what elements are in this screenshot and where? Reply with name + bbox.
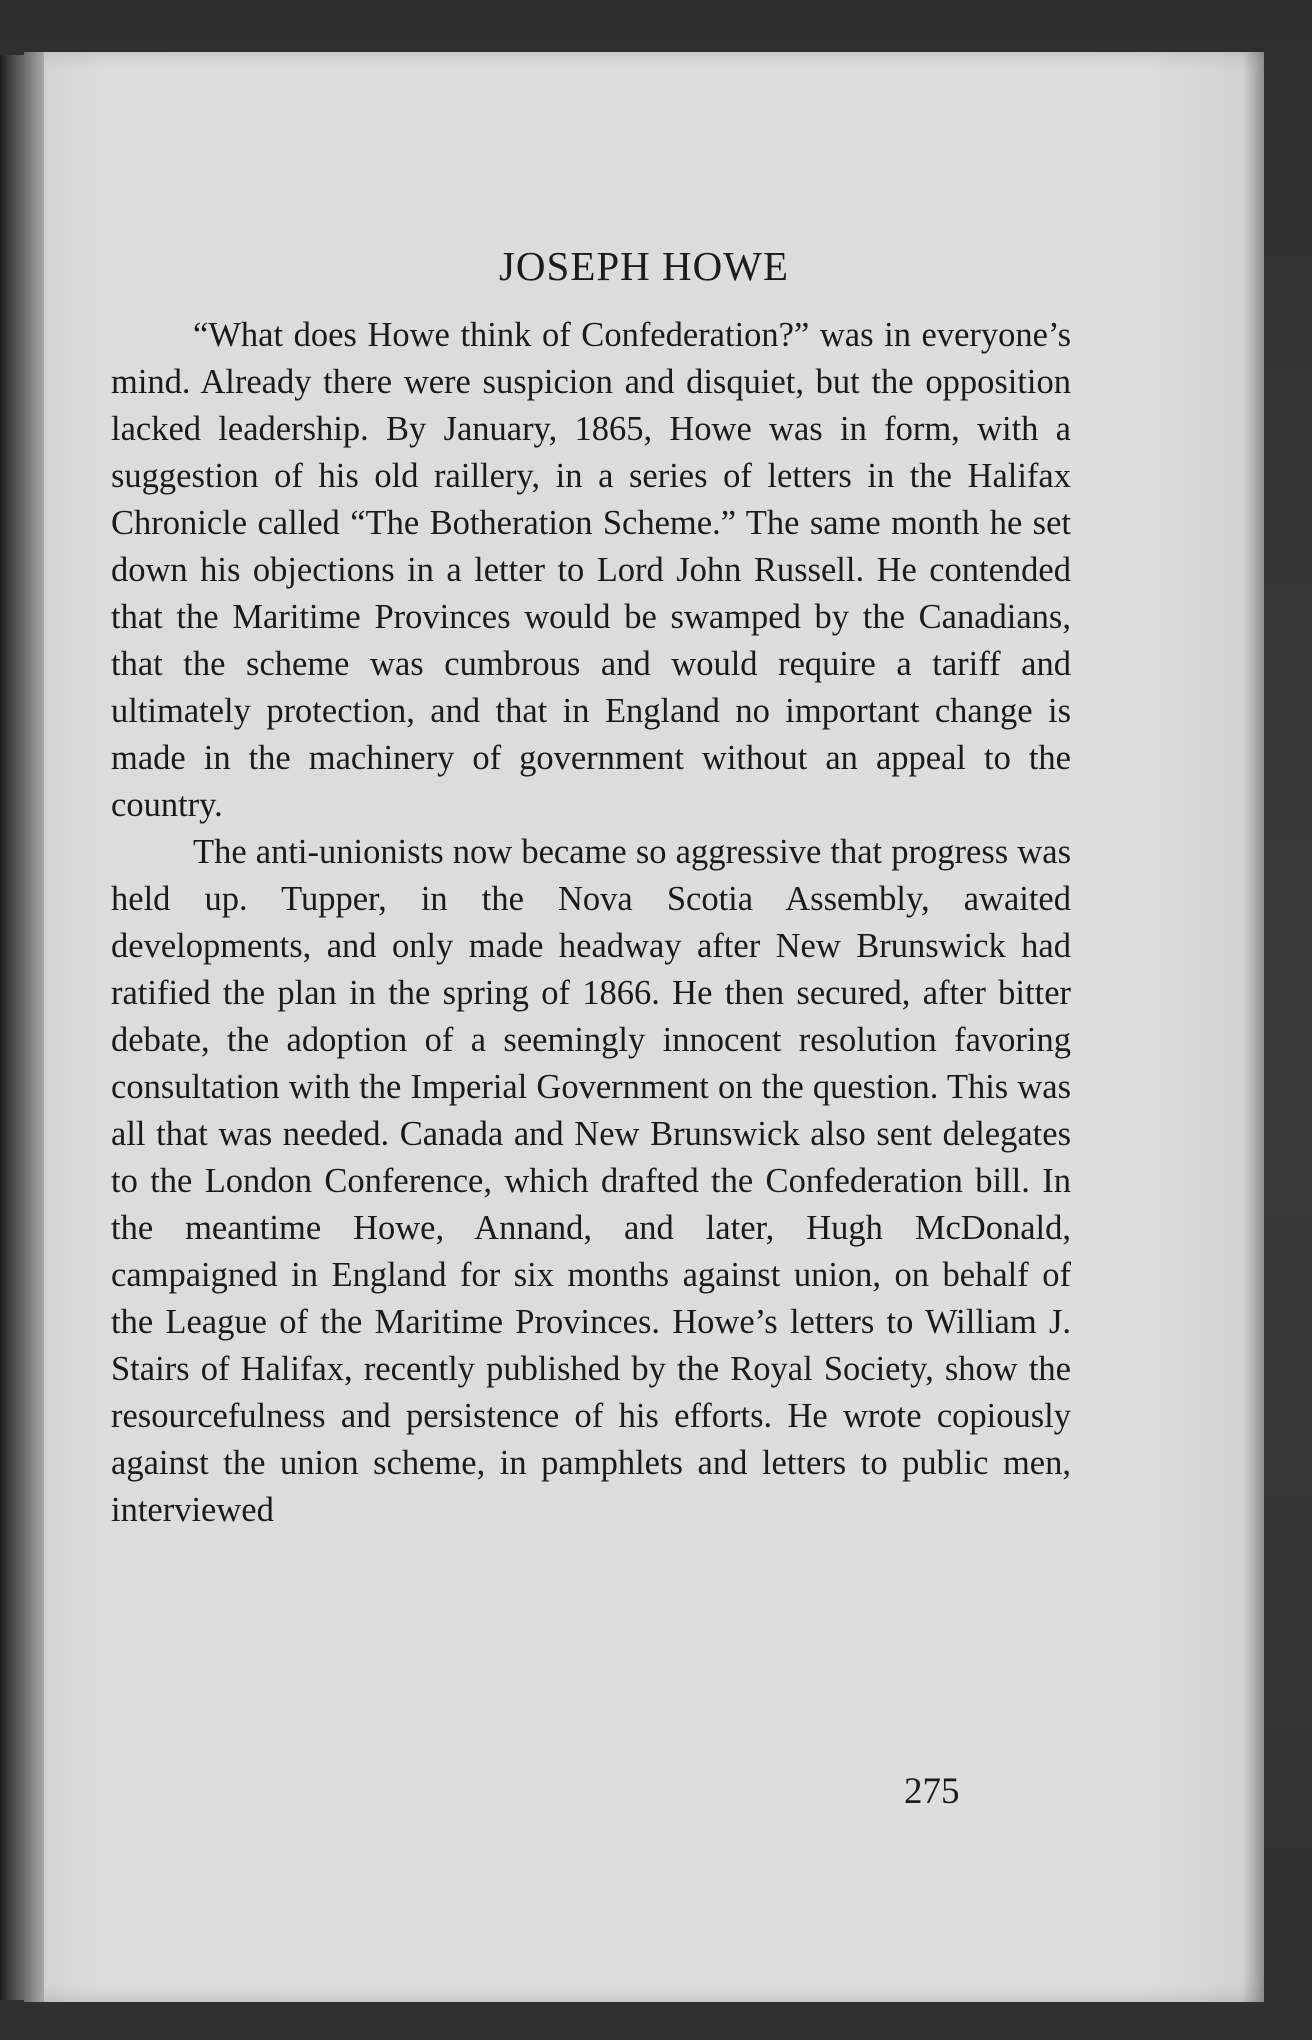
- running-head: JOSEPH HOWE: [498, 243, 790, 289]
- paragraph-1: “What does Howe think of Confederation?” was in everyone’s mind. Already there were suspicion and disquiet, but the opposition lacked leadership. By January, 1865, Howe was in form, with a suggestion of his old raillery, in a series of letters in the Halifax Chronicle called “The Botheration Scheme.” The same month he set down his objections in a letter to Lord John Russell. He contended that the Maritime Provinces would be swamped by the Canadians, that the scheme was cumbrous and would require a tariff and ultimately protection, and that in England no important change is made in the machinery of government without an appeal to the country.: [111, 316, 1071, 824]
- page-right-shadow: [1242, 52, 1264, 2002]
- paragraph-2: The anti-unionists now became so aggressive that progress was held up. Tupper, in the Nova Scotia Assembly, awaited developments, and only made headway after New Brunswick had ratified the plan in the spring of 1866. He then secured, after bitter debate, the adoption of a seemingly innocent resolution favoring consultation with the Imperial Government on the question. This was all that was needed. Canada and New Brunswick also sent delegates to the London Conference, which drafted the Confederation bill. In the meantime Howe, Annand, and later, Hugh McDonald, campaigned in England for six months against union, on behalf of the League of the Maritime Provinces. Howe’s letters to William J. Stairs of Halifax, recently published by the Royal Society, show the resourcefulness and persistence of his efforts. He wrote copiously against the union scheme, in pamphlets and letters to public men, interviewed: [111, 833, 1071, 1529]
- page-number: 275: [904, 1771, 960, 1812]
- book-page: [24, 52, 1264, 2002]
- page-gutter: [24, 52, 44, 2002]
- body-text: [111, 312, 1071, 1534]
